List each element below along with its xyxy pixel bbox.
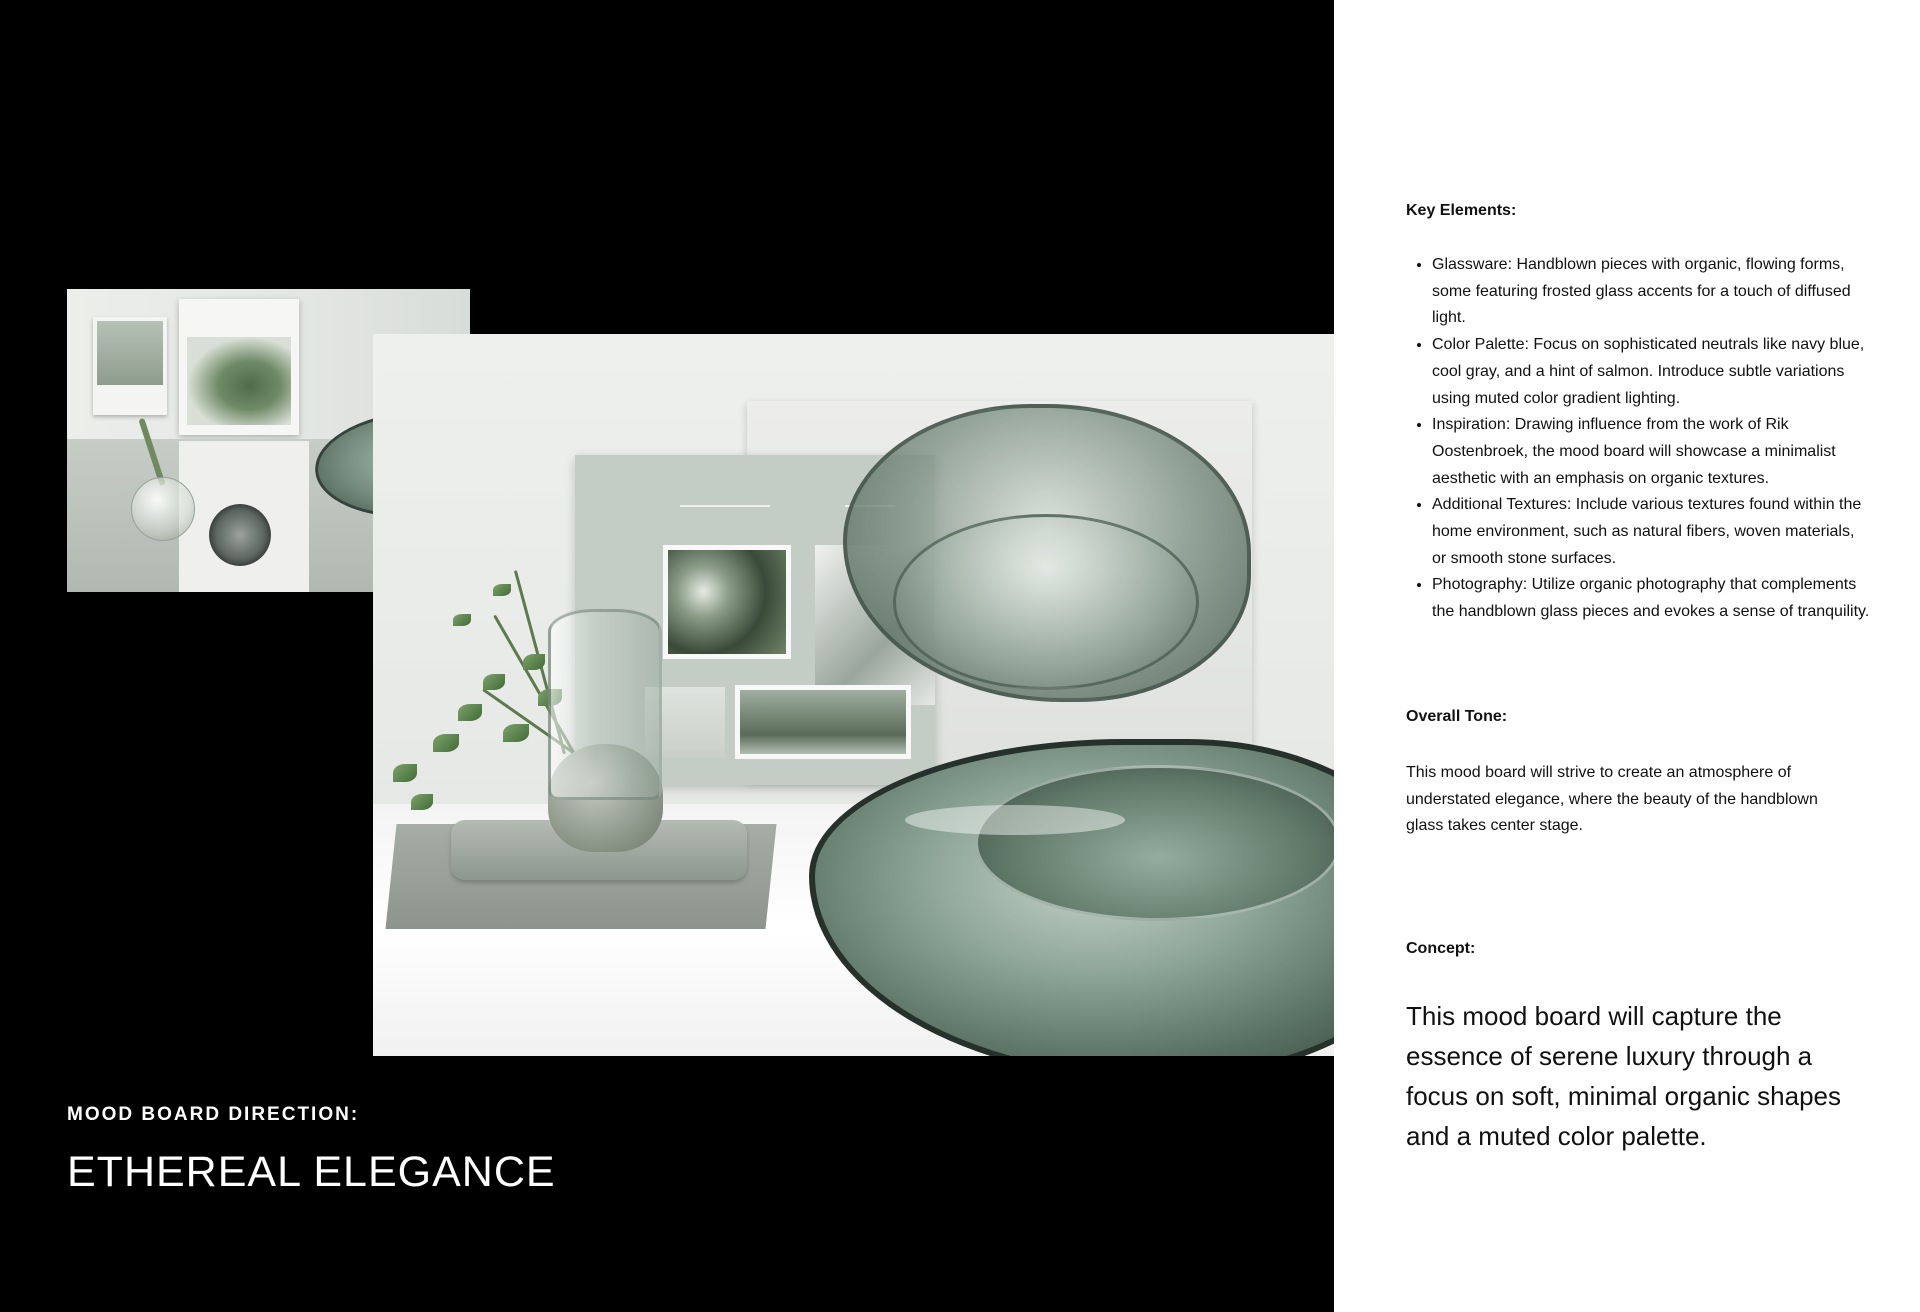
eucalyptus-leaf <box>503 724 529 742</box>
text-panel <box>1334 0 1920 1312</box>
list-item: • Glassware: Handblown pieces with organic, flowing forms, some featuring frosted glass accents for a touch of diffused light. <box>1432 252 1872 332</box>
list-item: • Color Palette: Focus on sophisticated neutrals like navy blue, cool gray, and a hint of salmon. Introduce subtle variations using muted color gradient lighting. <box>1432 332 1872 412</box>
eucalyptus-leaf <box>483 674 505 690</box>
key-elements-heading: Key Elements: <box>1406 202 1517 219</box>
list-item: • Additional Textures: Include various textures found within the home environment, such as natural fibers, woven materials, or smooth stone surfaces. <box>1432 492 1872 572</box>
eucalyptus-leaf <box>453 614 471 626</box>
eucalyptus-leaf <box>493 584 511 596</box>
concept-heading: Concept: <box>1406 940 1476 957</box>
eucalyptus-leaf <box>458 704 482 721</box>
clear-glass-vessel <box>548 609 662 800</box>
stacked-glass-bowl-middle <box>893 514 1199 690</box>
list-item: • Inspiration: Drawing influence from the work of Rik Oostenbroek, the mood board will showcase a minimalist aesthetic with an emphasis on organic textures. <box>1432 412 1872 492</box>
print-tile-foliage <box>663 545 791 659</box>
mood-board-title: ETHEREAL ELEGANCE <box>67 1148 556 1196</box>
key-elements-list <box>1406 252 1872 626</box>
framed-print-plant <box>179 299 299 435</box>
glassware-still-life-photo <box>373 334 1334 1056</box>
glass-bud-vase <box>131 477 195 541</box>
eucalyptus-leaf <box>433 734 459 752</box>
overall-tone-text: This mood board will strive to create an atmosphere of understated elegance, where the beauty of the handblown glass takes center stage. <box>1406 764 1818 835</box>
mood-board-label: MOOD BOARD DIRECTION: <box>67 1104 360 1125</box>
list-item: • Photography: Utilize organic photography that complements the handblown glass pieces and evokes a sense of tranquility. <box>1432 572 1872 625</box>
overall-tone-heading: Overall Tone: <box>1406 708 1508 725</box>
eucalyptus-leaf <box>411 794 433 810</box>
eucalyptus-leaf <box>523 654 545 670</box>
eucalyptus-leaf <box>393 764 417 782</box>
framed-print-small <box>93 317 167 415</box>
ceramic-cup <box>209 504 271 566</box>
print-tile-landscape <box>735 685 911 759</box>
concept-text: This mood board will capture the essence of serene luxury through a focus on soft, minimal organic shapes and a muted color palette. <box>1406 1001 1841 1151</box>
